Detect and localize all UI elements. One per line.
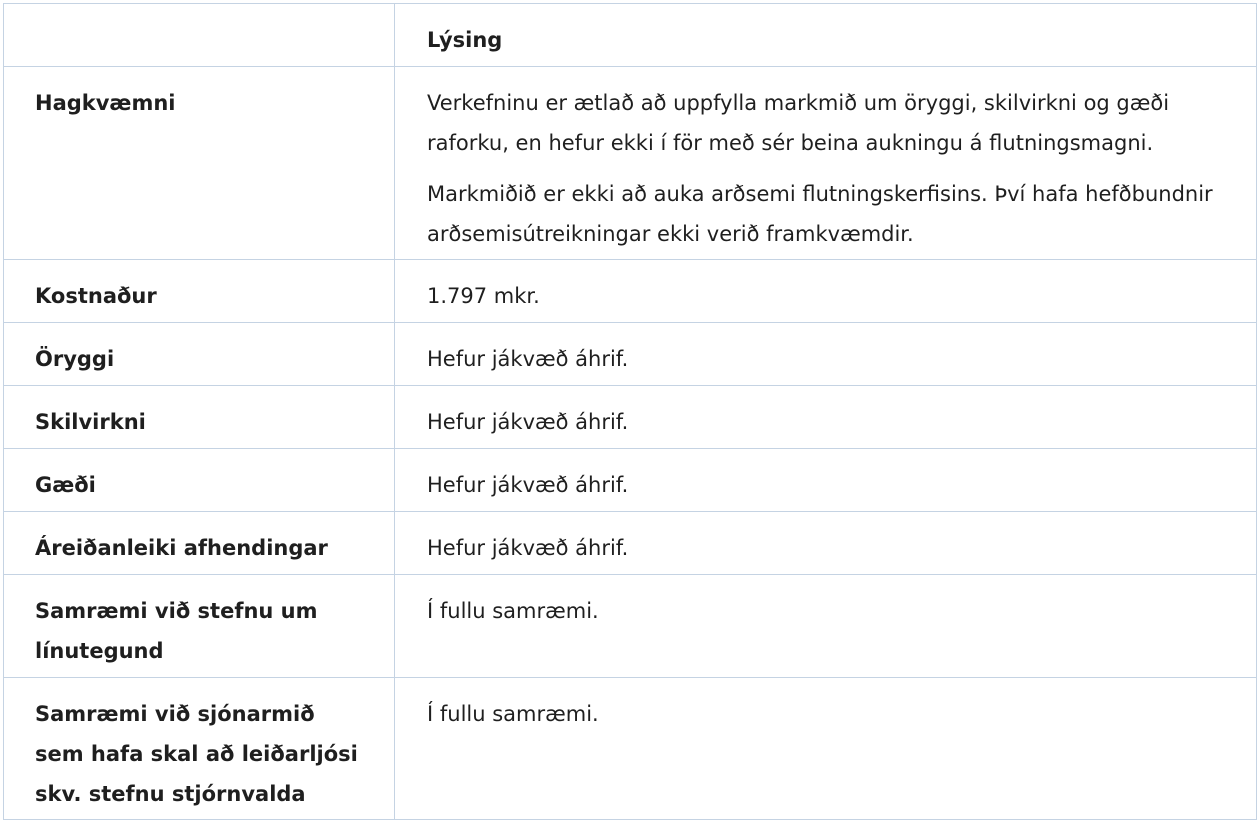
row-label: Kostnaður — [35, 284, 157, 308]
row-value: Hefur jákvæð áhrif. — [427, 347, 629, 371]
row-value: Hefur jákvæð áhrif. — [427, 473, 629, 497]
table-row — [4, 678, 1257, 820]
row-value-cell — [395, 67, 1257, 260]
row-label: Öryggi — [35, 347, 115, 371]
row-value-cell — [395, 386, 1257, 449]
table-row — [4, 67, 1257, 260]
row-label-cell — [4, 512, 395, 575]
row-label: Samræmi við sjónarmið sem hafa skal að leiðarljósi skv. stefnu stjórnvalda — [35, 702, 358, 806]
row-value-cell — [395, 678, 1257, 820]
row-label: Samræmi við stefnu um línutegund — [35, 599, 318, 663]
table-row — [4, 386, 1257, 449]
table-header-row — [4, 4, 1257, 67]
header-cell-empty — [4, 4, 395, 67]
table-row — [4, 575, 1257, 678]
row-value: 1.797 mkr. — [427, 284, 540, 308]
table-row — [4, 449, 1257, 512]
header-label-empty — [4, 4, 394, 20]
row-label: Hagkvæmni — [35, 91, 176, 115]
row-label-cell — [4, 575, 395, 678]
row-value-cell — [395, 575, 1257, 678]
row-value-cell — [395, 323, 1257, 386]
table-row — [4, 512, 1257, 575]
row-label: Gæði — [35, 473, 96, 497]
assessment-table — [3, 3, 1257, 820]
row-paragraph: Verkefninu er ætlað að uppfylla markmið um öryggi, skilvirkni og gæði raforku, en hefur ekki í för með sér beina aukningu á flutningsmagni. — [427, 91, 1170, 155]
row-value-cell — [395, 449, 1257, 512]
row-label: Skilvirkni — [35, 410, 146, 434]
row-value-cell — [395, 260, 1257, 323]
row-value: Í fullu samræmi. — [427, 702, 599, 726]
row-label-cell — [4, 260, 395, 323]
row-label-cell — [4, 67, 395, 260]
row-paragraph: Markmiðið er ekki að auka arðsemi flutningskerfisins. Því hafa hefðbundnir arðsemisútreikningar ekki verið framkvæmdir. — [427, 182, 1213, 246]
table-row — [4, 323, 1257, 386]
row-label-cell — [4, 323, 395, 386]
header-cell-description — [395, 4, 1257, 67]
row-label-cell — [4, 386, 395, 449]
row-value: Hefur jákvæð áhrif. — [427, 410, 629, 434]
row-value: Í fullu samræmi. — [427, 599, 599, 623]
row-value-cell — [395, 512, 1257, 575]
table-row — [4, 260, 1257, 323]
row-label: Áreiðanleiki afhendingar — [35, 536, 328, 560]
row-value: Hefur jákvæð áhrif. — [427, 536, 629, 560]
row-label-cell — [4, 678, 395, 820]
header-label-description: Lýsing — [427, 28, 503, 52]
row-label-cell — [4, 449, 395, 512]
